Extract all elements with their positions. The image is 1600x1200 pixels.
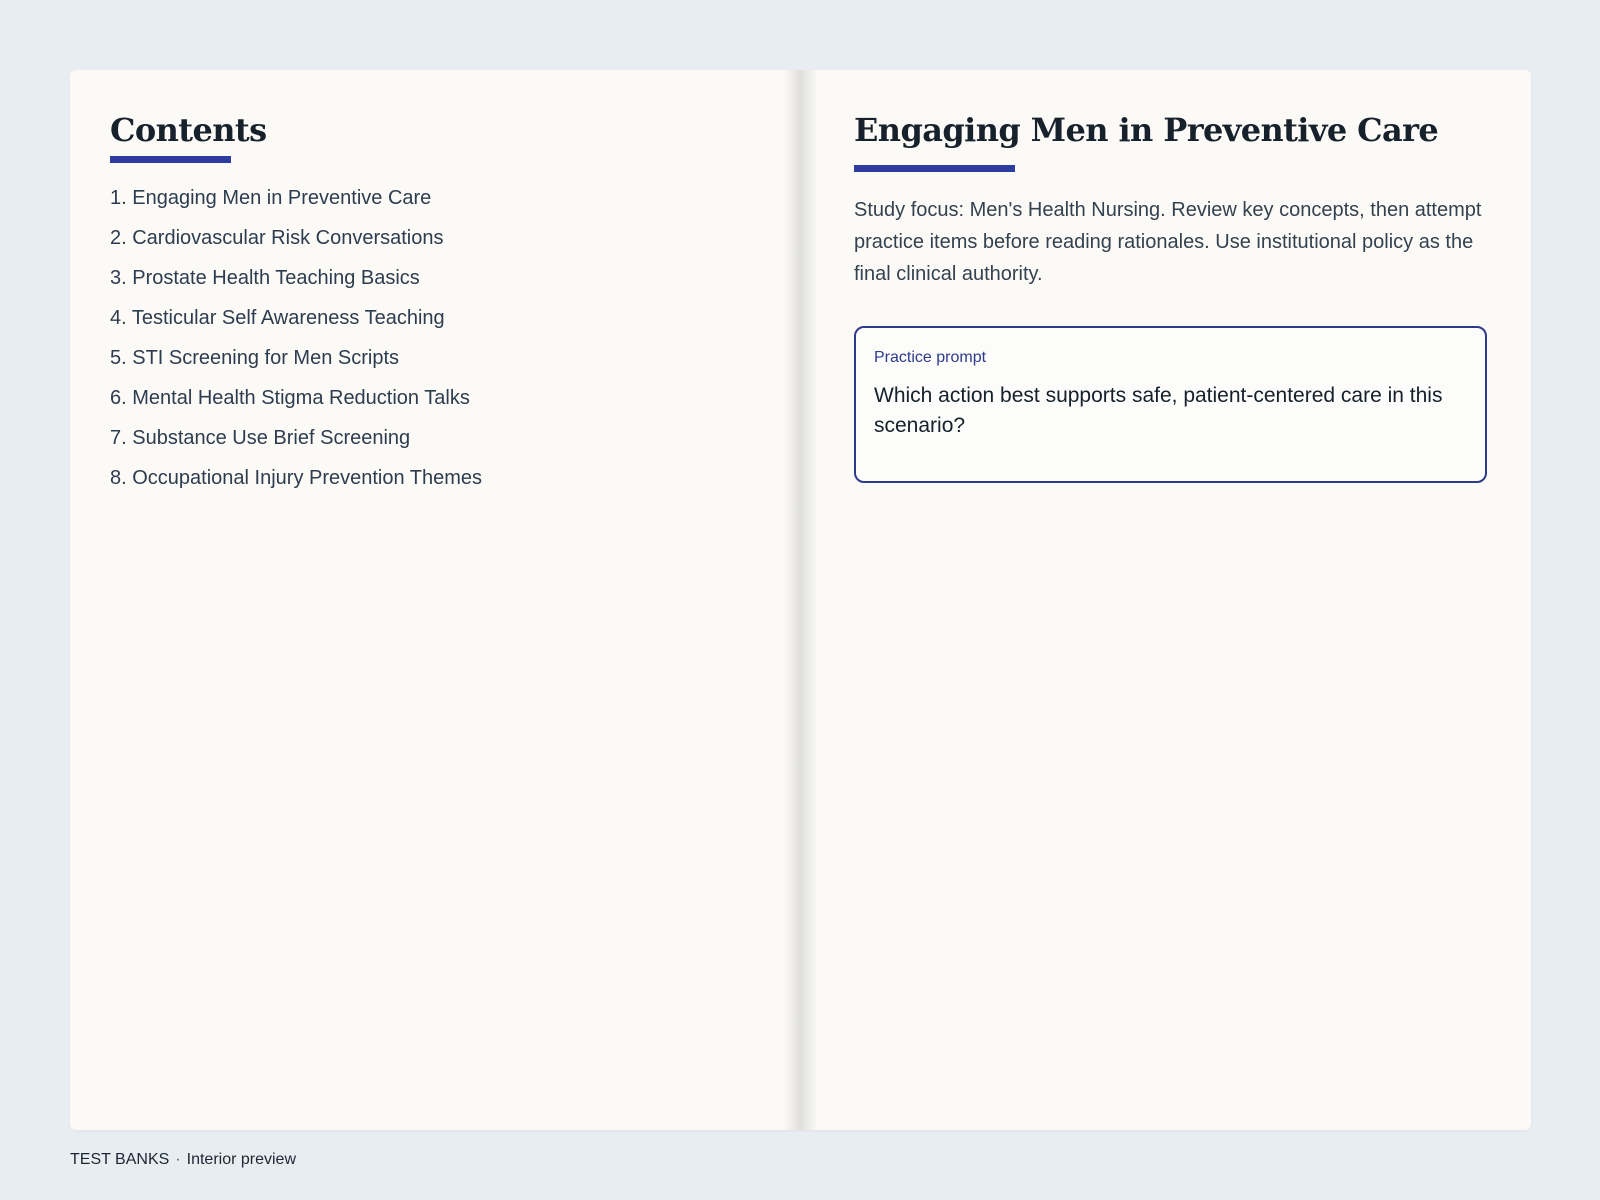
contents-list xyxy=(110,186,750,490)
footer-caption: Interior preview xyxy=(186,1151,296,1168)
contents-item-7[interactable]: 7. Substance Use Brief Screening xyxy=(110,427,411,449)
book-gutter xyxy=(783,70,818,1130)
contents-item-2[interactable]: 2. Cardiovascular Risk Conversations xyxy=(110,227,444,249)
chapter-title-underline xyxy=(854,165,1015,172)
contents-item-1[interactable]: 1. Engaging Men in Preventive Care xyxy=(110,187,432,209)
footer-separator: · xyxy=(175,1151,181,1168)
preview-footer xyxy=(70,1150,296,1170)
contents-item-5[interactable]: 5. STI Screening for Men Scripts xyxy=(110,347,400,369)
practice-prompt-question: Which action best supports safe, patient-centered care in this scenario? xyxy=(874,384,1443,437)
chapter-title: Engaging Men in Preventive Care xyxy=(854,111,1439,149)
contents-title-underline xyxy=(110,156,231,163)
chapter-intro: Study focus: Men's Health Nursing. Review key concepts, then attempt practice items before reading rationales. Use institutional policy as the final clinical authority. xyxy=(854,199,1482,285)
contents-item-8[interactable]: 8. Occupational Injury Prevention Themes xyxy=(110,467,483,489)
practice-prompt-card xyxy=(854,326,1487,483)
practice-prompt-label: Practice prompt xyxy=(874,349,987,366)
footer-brand: TEST BANKS xyxy=(70,1151,170,1168)
contents-title: Contents xyxy=(110,111,267,149)
contents-item-6[interactable]: 6. Mental Health Stigma Reduction Talks xyxy=(110,387,470,409)
contents-item-4[interactable]: 4. Testicular Self Awareness Teaching xyxy=(110,307,445,329)
chapter-page xyxy=(854,70,1491,483)
contents-item-3[interactable]: 3. Prostate Health Teaching Basics xyxy=(110,267,420,289)
book-spread xyxy=(70,70,1531,1130)
contents-page xyxy=(110,70,750,506)
